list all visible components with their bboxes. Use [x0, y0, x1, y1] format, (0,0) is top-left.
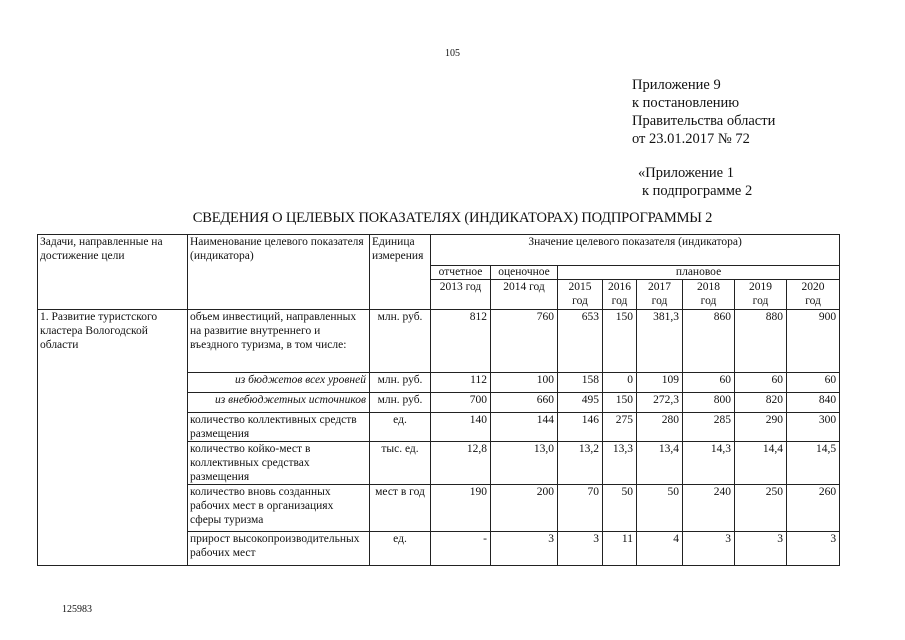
- value-cell: 13,4: [637, 442, 683, 485]
- value-cell: 290: [735, 413, 787, 442]
- value-cell: 3: [787, 532, 840, 566]
- value-cell: 700: [431, 393, 491, 413]
- value-cell: 100: [491, 373, 558, 393]
- value-cell: 250: [735, 485, 787, 532]
- unit-cell: млн. руб.: [370, 373, 431, 393]
- value-cell: 13,3: [603, 442, 637, 485]
- value-cell: 860: [683, 310, 735, 373]
- indicator-name: количество вновь созданных рабочих мест в организациях сферы туризма: [188, 485, 370, 532]
- header-year-2020: 2020 год: [787, 280, 840, 310]
- unit-cell: мест в год: [370, 485, 431, 532]
- indicator-name: объем инвестиций, направленных на развитие внутреннего и въездного туризма, в том числе:: [188, 310, 370, 373]
- value-cell: 50: [637, 485, 683, 532]
- value-cell: 4: [637, 532, 683, 566]
- appendix-line: к постановлению: [632, 95, 740, 111]
- table-row: [38, 310, 840, 373]
- value-cell: 812: [431, 310, 491, 373]
- indicators-table: [37, 234, 840, 566]
- value-cell: 109: [637, 373, 683, 393]
- value-cell: 70: [558, 485, 603, 532]
- indicator-name: из бюджетов всех уровней: [188, 373, 370, 393]
- value-cell: 900: [787, 310, 840, 373]
- document-title: СВЕДЕНИЯ О ЦЕЛЕВЫХ ПОКАЗАТЕЛЯХ (ИНДИКАТОРАХ) ПОДПРОГРАММЫ 2: [192, 210, 713, 226]
- value-cell: 280: [637, 413, 683, 442]
- value-cell: 13,2: [558, 442, 603, 485]
- header-indicator: Наименование целевого показателя (индикатора): [188, 235, 370, 310]
- unit-cell: млн. руб.: [370, 310, 431, 373]
- quoted-appendix: [638, 164, 752, 200]
- quoted-appendix-line: к подпрограмме 2: [642, 183, 753, 199]
- quoted-appendix-line: «Приложение 1: [638, 165, 734, 181]
- header-reported: отчетное: [431, 266, 491, 280]
- value-cell: 13,0: [491, 442, 558, 485]
- header-year-2018: 2018 год: [683, 280, 735, 310]
- value-cell: 275: [603, 413, 637, 442]
- header-year-2016: 2016 год: [603, 280, 637, 310]
- value-cell: 14,4: [735, 442, 787, 485]
- indicator-name: количество коллективных средств размещения: [188, 413, 370, 442]
- value-cell: 495: [558, 393, 603, 413]
- value-cell: 272,3: [637, 393, 683, 413]
- header-estimated-year: 2014 год: [491, 280, 558, 310]
- value-cell: 12,8: [431, 442, 491, 485]
- appendix-line: Правительства области: [632, 113, 776, 129]
- value-cell: 14,3: [683, 442, 735, 485]
- value-cell: 240: [683, 485, 735, 532]
- value-cell: 140: [431, 413, 491, 442]
- value-cell: 880: [735, 310, 787, 373]
- value-cell: 3: [558, 532, 603, 566]
- indicator-name: прирост высокопроизводительных рабочих мест: [188, 532, 370, 566]
- header-year-2017: 2017 год: [637, 280, 683, 310]
- value-cell: 820: [735, 393, 787, 413]
- value-cell: 0: [603, 373, 637, 393]
- value-cell: 144: [491, 413, 558, 442]
- header-tasks: Задачи, направленные на достижение цели: [38, 235, 188, 310]
- header-year-2019: 2019 год: [735, 280, 787, 310]
- header-planned: плановое: [558, 266, 840, 280]
- header-value: Значение целевого показателя (индикатора): [431, 235, 840, 266]
- value-cell: 381,3: [637, 310, 683, 373]
- indicator-name: из внебюджетных источников: [188, 393, 370, 413]
- value-cell: 260: [787, 485, 840, 532]
- value-cell: 60: [787, 373, 840, 393]
- indicator-name: количество койко-мест в коллективных средствах размещения: [188, 442, 370, 485]
- value-cell: 300: [787, 413, 840, 442]
- value-cell: -: [431, 532, 491, 566]
- task-cell: 1. Развитие туристского кластера Вологодской области: [38, 310, 188, 566]
- value-cell: 200: [491, 485, 558, 532]
- value-cell: 3: [683, 532, 735, 566]
- value-cell: 112: [431, 373, 491, 393]
- value-cell: 660: [491, 393, 558, 413]
- unit-cell: ед.: [370, 413, 431, 442]
- value-cell: 653: [558, 310, 603, 373]
- value-cell: 60: [735, 373, 787, 393]
- header-reported-year: 2013 год: [431, 280, 491, 310]
- value-cell: 3: [735, 532, 787, 566]
- value-cell: 3: [491, 532, 558, 566]
- value-cell: 11: [603, 532, 637, 566]
- value-cell: 60: [683, 373, 735, 393]
- appendix-line: Приложение 9: [632, 77, 721, 93]
- footer-id: 125983: [62, 604, 92, 615]
- value-cell: 190: [431, 485, 491, 532]
- value-cell: 14,5: [787, 442, 840, 485]
- header-year-2015: 2015 год: [558, 280, 603, 310]
- unit-cell: ед.: [370, 532, 431, 566]
- value-cell: 800: [683, 393, 735, 413]
- value-cell: 285: [683, 413, 735, 442]
- unit-cell: млн. руб.: [370, 393, 431, 413]
- header-estimated: оценочное: [491, 266, 558, 280]
- appendix-block: [632, 76, 775, 148]
- value-cell: 760: [491, 310, 558, 373]
- value-cell: 50: [603, 485, 637, 532]
- value-cell: 150: [603, 393, 637, 413]
- header-unit: Единица измерения: [370, 235, 431, 310]
- value-cell: 158: [558, 373, 603, 393]
- value-cell: 150: [603, 310, 637, 373]
- value-cell: 146: [558, 413, 603, 442]
- appendix-line: от 23.01.2017 № 72: [632, 131, 750, 147]
- unit-cell: тыс. ед.: [370, 442, 431, 485]
- value-cell: 840: [787, 393, 840, 413]
- page-number: 105: [445, 48, 460, 59]
